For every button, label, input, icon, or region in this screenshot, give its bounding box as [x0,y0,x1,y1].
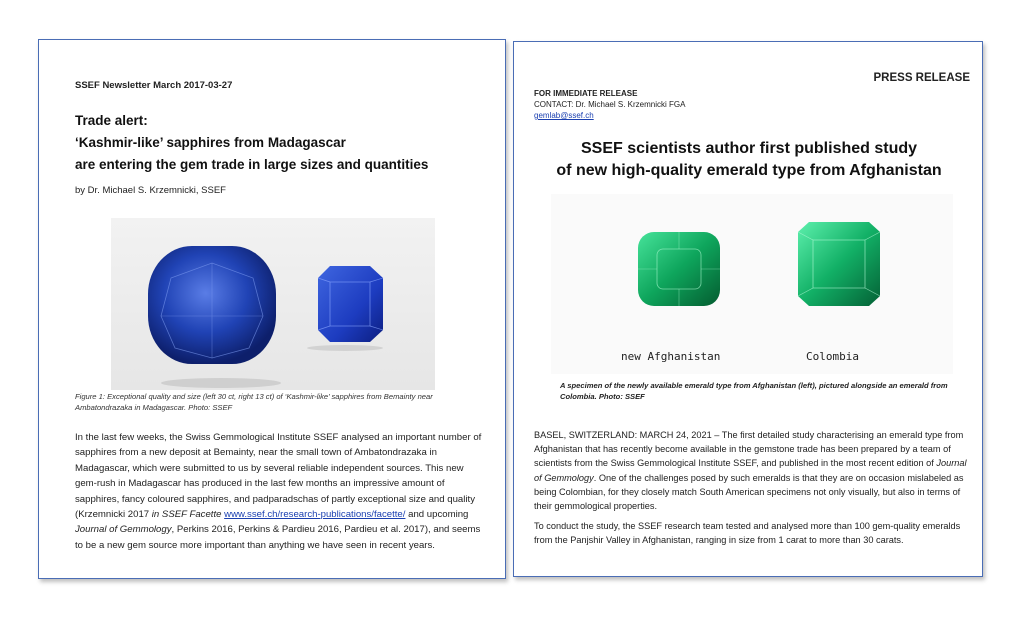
body-italic: in SSEF Facette [151,509,222,521]
emerald-cushion-icon [638,232,720,306]
title-line: SSEF scientists author first published study [580,140,918,157]
gem-label-afghanistan: new Afghanistan [621,350,721,363]
press-release-page [513,41,983,577]
press-title [514,138,984,182]
sapphire-oval-icon [148,246,281,388]
body-italic: Journal of Gemmology [534,458,967,483]
email-link[interactable]: gemlab@ssef.ch [534,111,594,120]
byline: by Dr. Michael S. Krzemnicki, SSEF [75,185,226,196]
gem-label-colombia: Colombia [806,350,859,363]
article-body [75,430,483,553]
emerald-photo [551,194,953,374]
body-text: , Perkins 2016, Perkins & Pardieu 2016, Pardieu et al. 2017), and seems to be a new gem source more important than anything we have seen in recent years. [75,524,481,551]
body-text: . One of the challenges posed by such emeralds is that they are on occasion mislabeled as being Colombian, for they closely match South American specimens not only visually, but also in terms of their gemmological properties. [534,472,964,512]
press-body [534,428,972,554]
title-line: are entering the gem trade in large sizes and quantities [75,157,429,172]
paragraph [534,428,972,513]
newsletter-page [38,39,506,579]
body-text: BASEL, SWITZERLAND: MARCH 24, 2021 – The first detailed study characterising an emerald type from Afghanistan that has recently become available in the gemstone trade has been prepared by a team of scientists from the Swiss Gemmological Institute SSEF, and published in the most recent edition of [534,430,964,469]
body-italic: Journal of Gemmology [75,524,172,536]
title-line: ‘Kashmir-like’ sapphires from Madagascar [75,135,346,150]
facette-link[interactable]: www.ssef.ch/research-publications/facette/ [224,509,406,521]
sapphire-photo [111,218,435,390]
title-line: Trade alert: [75,113,148,128]
release-info [534,88,685,121]
release-line: FOR IMMEDIATE RELEASE [534,89,638,98]
sapphire-emerald-cut-icon [307,266,383,351]
emerald-octagon-icon [798,222,880,306]
figure-caption: Figure 1: Exceptional quality and size (left 30 ct, right 13 ct) of ‘Kashmir-like’ sapphires from Bemainty near Ambatondrazaka in Madagascar. Photo: SSEF [75,392,433,412]
paragraph: To conduct the study, the SSEF research team tested and analysed more than 100 gem-quality emeralds from the Panjshir Valley in Afghanistan, ranging in size from 1 carat to more than 30 carats. [534,521,961,546]
contact-line: CONTACT: Dr. Michael S. Krzemnicki FGA [534,100,686,109]
press-release-label: PRESS RELEASE [873,72,970,84]
emerald-image [551,194,953,374]
sapphire-image [111,218,435,390]
article-title [75,110,428,176]
figure-caption: A specimen of the newly available emerald type from Afghanistan (left), pictured alongside an emerald from Colombia. Photo: SSEF [560,381,948,401]
body-text: and upcoming [405,509,469,521]
newsletter-header: SSEF Newsletter March 2017-03-27 [75,80,233,91]
title-line: of new high-quality emerald type from Afghanistan [556,162,942,179]
body-text: In the last few weeks, the Swiss Gemmological Institute SSEF analysed an important number of sapphires from a new deposit at Bemainty, near the small town of Ambatondrazaka in Madagascar, which were submitted to us by several reliable independent sources. This new gem-rush in Madagascar has produced in the last few months an impressive amount of sapphires, fancy coloured sapphires, and padparadschas of partly exceptional size and quality (Krzemnicki 2017 [75,432,482,521]
